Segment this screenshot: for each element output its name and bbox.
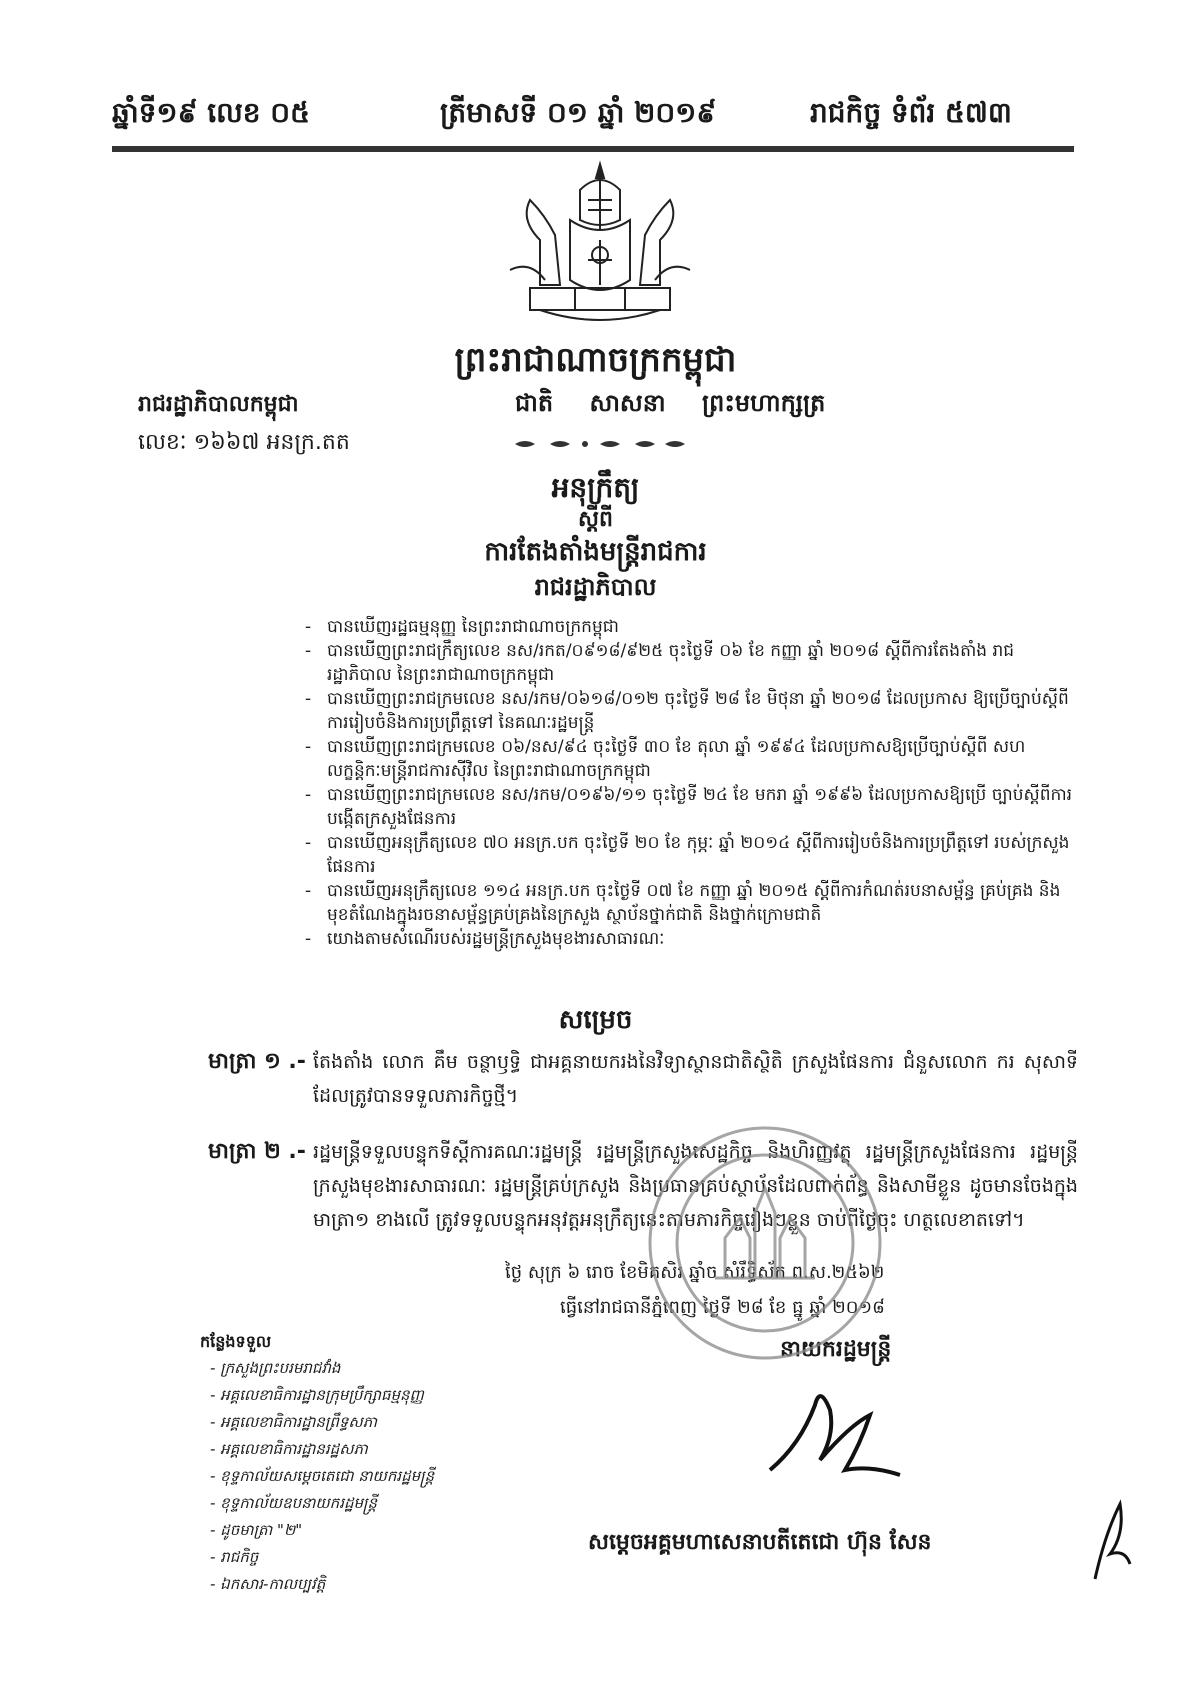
place-and-date: ធ្វើនៅរាជធានីភ្នំពេញ ថ្ងៃទី ២៨ ខែ ធ្នូ ឆ្នាំ ២០១៨	[560, 1297, 885, 1318]
document-issuer: រាជរដ្ឋាភិបាល	[534, 573, 657, 601]
article-2-text: រដ្ឋមន្ត្រីទទួលបន្ទុកទីស្តីការគណៈរដ្ឋមន្ត្រី រដ្ឋមន្ត្រីក្រសួងសេដ្ឋកិច្ច និងហិរញ្ញវត្ថុ រដ្ឋមន្ត្រីក្រសួងផែនការ រដ្ឋមន្ត្រីក្រសួងមុខងារសាធារណៈ រដ្ឋមន្ត្រីគ្រប់ក្រសួង និងប្រធានគ្រប់ស្ថាប័នដែលពាក់ព័ន្ធ និងសាមីខ្លួន ដូចមានចែងក្នុងមាត្រា១ ខាងលើ ត្រូវទទួលបន្ទុកអនុវត្តអនុក្រឹត្យនេះតាមភារកិច្ចរៀងៗខ្លួន ចាប់ពីថ្ងៃចុះ ហត្ថលេខាតទៅ។	[313, 1141, 1078, 1231]
national-motto: ជាតិ សាសនា ព្រះមហាក្សត្រ	[515, 389, 826, 417]
recipient-item: - ខុទ្ទកាល័យឧបនាយករដ្ឋមន្ត្រី	[210, 1494, 377, 1512]
preamble-item: - បានឃើញព្រះរាជក្រមលេខ ០៦/នស/៩៤ ចុះថ្ងៃទី ៣០ ខែ តុលា ឆ្នាំ ១៩៩៤ ដែលប្រកាសឱ្យប្រើច្បាប់ស្តីពី សហលក្ខន្តិកៈមន្ត្រីរាជការស៊ីវិល នៃព្រះរាជាណាចក្រកម្ពុជា	[305, 737, 1026, 781]
recipient-item: - អគ្គលេខាធិការដ្ឋានព្រឹទ្ធសភា	[210, 1413, 377, 1431]
government-label: រាជរដ្ឋាភិបាលកម្ពុជា	[138, 392, 299, 417]
gazette-page: រាជកិច្ច ទំព័រ ៥៧៣	[810, 96, 1012, 129]
decision-heading: សម្រេច	[558, 1005, 633, 1035]
preamble-item: - បានឃើញព្រះរាជក្រមលេខ នស/រកម/០១៩៦/១១ ចុះថ្ងៃទី ២៤ ខែ មករា ឆ្នាំ ១៩៩៦ ដែលប្រកាសឱ្យប្រើ ច្បាប់ស្តីពីការបង្កើតក្រសួងផែនការ	[305, 785, 1073, 829]
document-about: ស្តីពី	[578, 507, 613, 532]
document-subject: ការតែងតាំងមន្ត្រីរាជការ	[484, 537, 707, 567]
preamble-list	[305, 615, 1075, 951]
article-2-label: មាត្រា ២ .-	[208, 1139, 306, 1164]
preamble-item: - បានឃើញអនុក្រឹត្យលេខ ៧០ អនក្រ.បក ចុះថ្ងៃទី ២០ ខែ កុម្ភៈ ឆ្នាំ ២០១៤ ស្តីពីការរៀបចំនិងការប្រព្រឹត្តទៅ របស់ក្រសួងផែនការ	[305, 833, 1070, 877]
recipient-item: - ឯកសារ-កាលប្បវត្តិ	[210, 1575, 326, 1593]
preamble-item: - បានឃើញអនុក្រឹត្យលេខ ១១៤ អនក្រ.បក ចុះថ្ងៃទី ០៧ ខែ កញ្ញា ឆ្នាំ ២០១៥ ស្តីពីការកំណត់របនាសម្ព័ន្ធ គ្រប់គ្រង និងមុខតំណែងក្នុងរចនាសម្ព័ន្ធគ្រប់គ្រងនៃក្រសួង ស្ថាប័នថ្នាក់ជាតិ និងថ្នាក់ក្រោមជាតិ	[305, 881, 1061, 925]
preamble-item: - បានឃើញរដ្ឋធម្មនុញ្ញ នៃព្រះរាជាណាចក្រកម្ពុជា	[305, 617, 619, 637]
lunar-date: ថ្ងៃ សុក្រ ៦ រោច ខែមិគសិរ ឆ្នាំច សំរឹទ្ធិស័ក ព.ស.២៥៦២	[505, 1262, 885, 1283]
document-type: អនុក្រឹត្យ	[551, 471, 640, 504]
recipients-list	[200, 1328, 435, 1598]
signer-title: នាយករដ្ឋមន្ត្រី	[780, 1337, 892, 1362]
recipient-item: - ដូចមាត្រា "២"	[210, 1521, 303, 1539]
preamble-item: - បានឃើញព្រះរាជក្រឹត្យលេខ នស/រកត/០៩១៨/៩២៥ ចុះថ្ងៃទី ០៦ ខែ កញ្ញា ឆ្នាំ ២០១៨ ស្តីពីការតែងតាំង រាជរដ្ឋាភិបាល នៃព្រះរាជាណាចក្រកម្ពុជា	[305, 641, 1015, 685]
article-1-label: មាត្រា ១ .-	[208, 1049, 306, 1074]
royal-emblem-icon	[500, 160, 700, 330]
signer-name: សម្តេចអគ្គមហាសេនាបតីតេជោ ហ៊ុន សែន	[588, 1530, 932, 1555]
kingdom-title: ព្រះរាជាណាចក្រកម្ពុជា	[454, 340, 737, 380]
recipient-item: - ខុទ្ទកាល័យសម្តេចតេជោ នាយករដ្ឋមន្ត្រី	[210, 1467, 435, 1485]
preamble-item: - បានឃើញព្រះរាជក្រមលេខ នស/រកម/០៦១៨/០១២ ចុះថ្ងៃទី ២៨ ខែ មិថុនា ឆ្នាំ ២០១៨ ដែលប្រកាស ឱ្យប្រើច្បាប់ស្តីពីការរៀបចំនិងការប្រព្រឹត្តទៅ នៃគណៈរដ្ឋមន្ត្រី	[305, 689, 1069, 733]
handwritten-signature-icon	[760, 1375, 910, 1485]
recipient-item: - អគ្គលេខាធិការដ្ឋានក្រុមប្រឹក្សាធម្មនុញ្ញ	[210, 1386, 424, 1404]
initial-mark-icon	[1085, 1494, 1135, 1584]
preamble-item: - យោងតាមសំណើរបស់រដ្ឋមន្ត្រីក្រសួងមុខងារសាធារណៈ	[305, 929, 665, 949]
recipient-item: - អគ្គលេខាធិការដ្ឋានរដ្ឋសភា	[210, 1440, 368, 1458]
recipients-heading: កន្លែងទទួល	[200, 1332, 272, 1351]
reference-number: លេខៈ ១៦៦៧ អនក្រ.តត	[138, 430, 350, 455]
article-1-text: តែងតាំង លោក គឹម ចន្ថាឫទ្ធិ ជាអគ្គនាយករងនៃវិទ្យាស្ថានជាតិស្ថិតិ ក្រសួងផែនការ ជំនួសលោក ករ សុសាទី ដែលត្រូវបានទទួលភារកិច្ចថ្មី។	[313, 1051, 1078, 1107]
recipient-item: - ក្រសួងព្រះបរមរាជវាំង	[210, 1359, 341, 1377]
gazette-year-number: ឆ្នាំទី១៩ លេខ ០៥	[112, 96, 310, 129]
recipient-item: - រាជកិច្ច	[210, 1548, 259, 1566]
article-1	[208, 1045, 1078, 1113]
header-rule	[112, 146, 1074, 152]
official-seal-icon	[640, 1118, 890, 1368]
ornament-divider-icon	[510, 436, 690, 452]
gazette-date: ត្រីមាសទី ០១ ឆ្នាំ ២០១៩	[440, 96, 717, 129]
